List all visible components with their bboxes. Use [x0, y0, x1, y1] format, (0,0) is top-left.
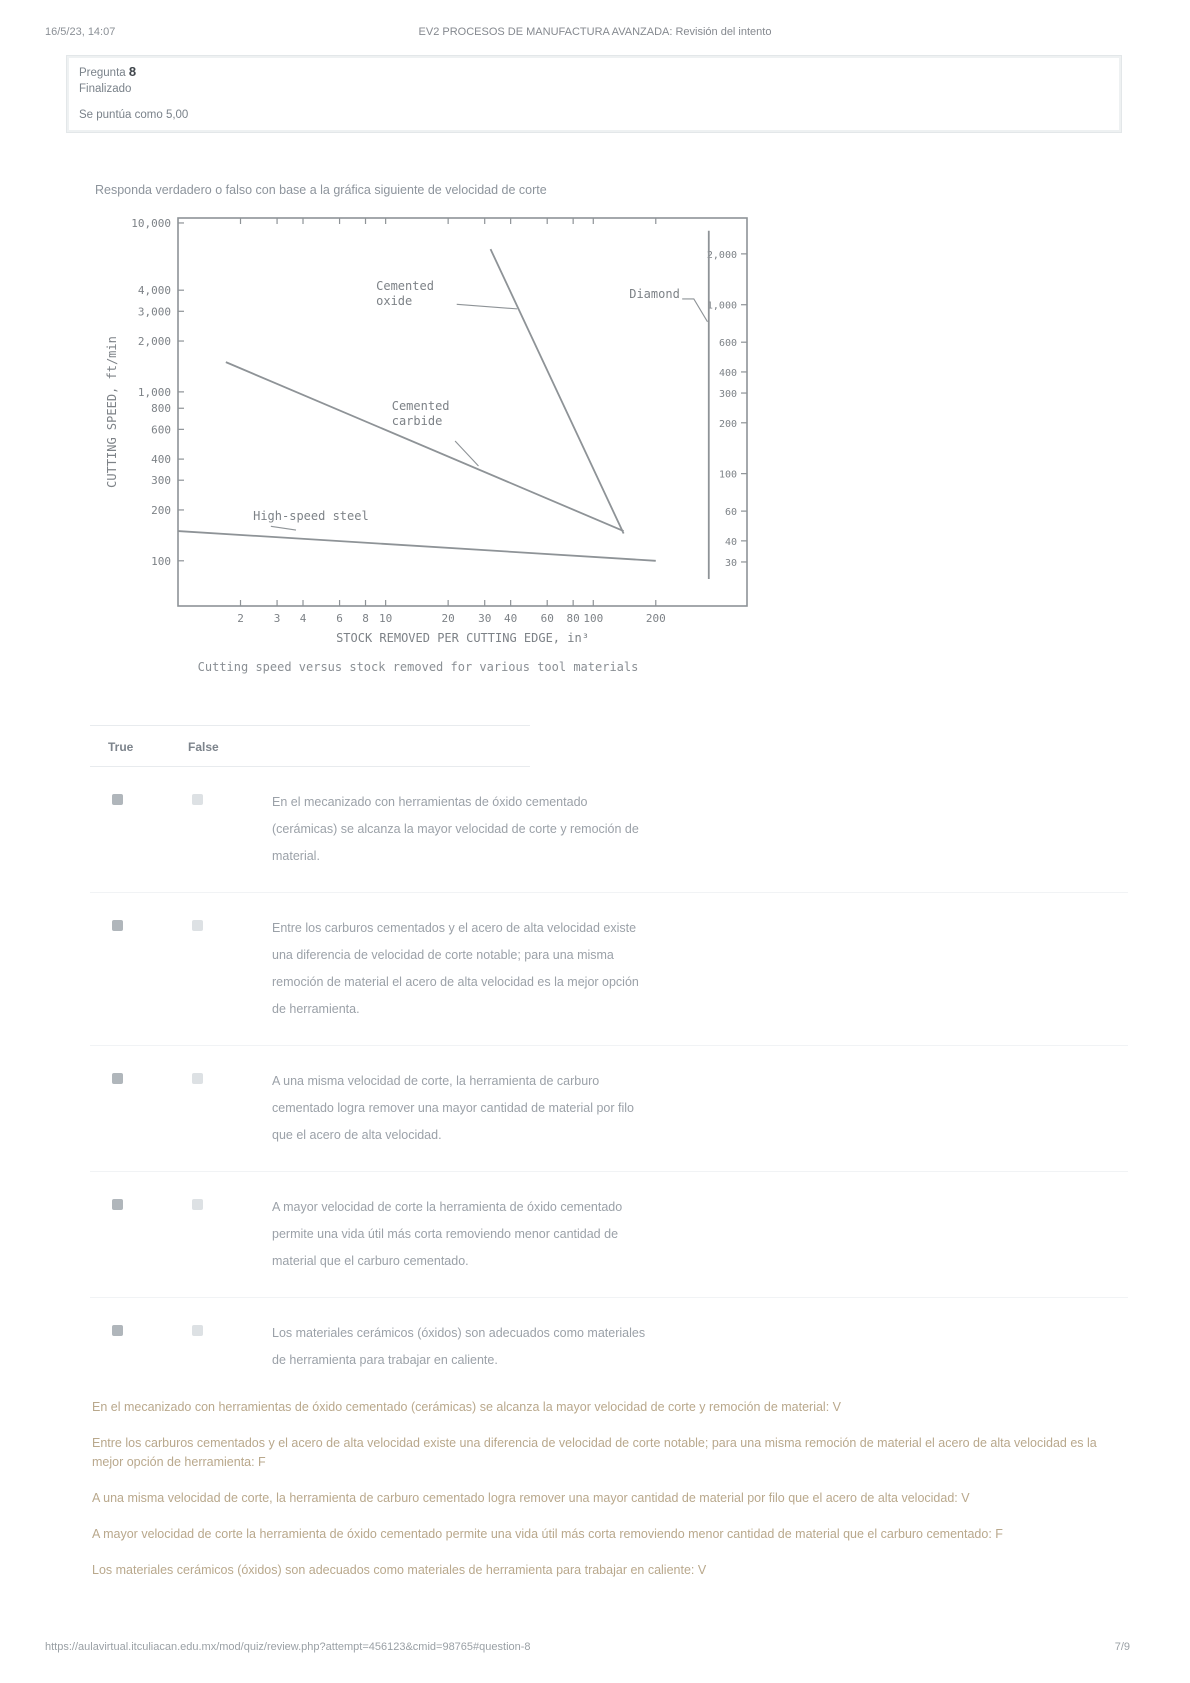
svg-text:oxide: oxide: [376, 294, 413, 309]
svg-text:300: 300: [151, 474, 171, 488]
question-info-box: [66, 55, 1122, 133]
svg-text:4,000: 4,000: [137, 284, 171, 298]
svg-text:2,000: 2,000: [706, 249, 737, 261]
feedback-line: Los materiales cerámicos (óxidos) son adecuados como materiales de herramienta para trabajar en caliente: V: [92, 1563, 707, 1577]
question-status: Finalizado: [79, 83, 132, 95]
statement-text: En el mecanizado con herramientas de óxido cementado (cerámicas) se alcanza la mayor velocidad de corte y remoción de material.: [272, 795, 639, 863]
svg-text:6: 6: [336, 612, 343, 625]
svg-text:100: 100: [718, 469, 737, 481]
radio-false[interactable]: [192, 1073, 203, 1084]
feedback-line: A mayor velocidad de corte la herramienta de óxido cementado permite una vida útil más corta removiendo menor cantidad de material que el carburo cementado: F: [92, 1527, 1003, 1541]
footer-page-indicator: 7/9: [1114, 1641, 1130, 1653]
question-info-inner: [69, 58, 1119, 130]
svg-text:40: 40: [504, 612, 518, 625]
svg-text:60: 60: [540, 612, 554, 625]
table-row: [90, 892, 1128, 1045]
cutting-speed-chart: [100, 198, 790, 653]
answer-rows: [90, 767, 1128, 1396]
svg-text:600: 600: [718, 338, 737, 350]
chart-area: [100, 198, 800, 674]
radio-true[interactable]: [112, 1199, 123, 1210]
radio-true[interactable]: [112, 794, 123, 805]
statement-text: Los materiales cerámicos (óxidos) son adecuados como materiales de herramienta para trabajar en caliente.: [272, 1326, 646, 1367]
svg-text:CUTTING SPEED, ft/min: CUTTING SPEED, ft/min: [105, 336, 119, 488]
statement-text: A mayor velocidad de corte la herramienta de óxido cementado permite una vida útil más corta removiendo menor cantidad de material que el carburo cementado.: [272, 1200, 623, 1268]
feedback-line: En el mecanizado con herramientas de óxido cementado (cerámicas) se alcanza la mayor velocidad de corte y remoción de material: V: [92, 1400, 841, 1414]
radio-true[interactable]: [112, 1325, 123, 1336]
table-row: [90, 1171, 1128, 1297]
answer-table-header: [90, 726, 1128, 766]
radio-true[interactable]: [112, 1073, 123, 1084]
question-number-label: Pregunta: [79, 67, 126, 79]
svg-text:200: 200: [151, 503, 171, 517]
svg-text:100: 100: [151, 554, 171, 568]
svg-text:2,000: 2,000: [137, 335, 171, 349]
header-datetime: 16/5/23, 14:07: [45, 26, 116, 38]
svg-text:10: 10: [379, 612, 393, 625]
svg-text:carbide: carbide: [391, 414, 443, 429]
svg-text:40: 40: [724, 536, 737, 548]
svg-text:10,000: 10,000: [131, 216, 171, 230]
table-row: [90, 767, 1128, 892]
svg-text:1,000: 1,000: [137, 385, 171, 399]
footer-url[interactable]: https://aulavirtual.itculiacan.edu.mx/mod/quiz/review.php?attempt=456123&cmid=98765#question-8: [45, 1641, 531, 1653]
feedback-line: Entre los carburos cementados y el acero de alta velocidad existe una diferencia de velocidad de corte notable; para una misma remoción de material el acero de alta velocidad es la mejor opción de herramienta: F: [92, 1436, 1097, 1469]
feedback-line: A una misma velocidad de corte, la herramienta de carburo cementado logra remover una mayor cantidad de material por filo que el acero de alta velocidad: V: [92, 1491, 970, 1505]
radio-false[interactable]: [192, 920, 203, 931]
svg-text:3: 3: [273, 612, 281, 625]
radio-false[interactable]: [192, 794, 203, 805]
svg-text:800: 800: [151, 402, 171, 416]
radio-true[interactable]: [112, 920, 123, 931]
svg-text:80: 80: [566, 612, 580, 625]
question-number: [79, 64, 1109, 81]
svg-text:Cemented: Cemented: [391, 399, 450, 414]
svg-text:600: 600: [151, 423, 171, 437]
svg-text:High-speed steel: High-speed steel: [253, 509, 369, 524]
statement-text: Entre los carburos cementados y el acero de alta velocidad existe una diferencia de velocidad de corte notable; para una misma remoción de material el acero de alta velocidad es la mejor opción de herramienta.: [272, 921, 639, 1016]
svg-text:30: 30: [724, 557, 737, 569]
column-header-false: False: [188, 740, 219, 754]
question-number-value: 8: [128, 64, 137, 79]
table-row: [90, 1045, 1128, 1171]
svg-text:2: 2: [237, 612, 244, 625]
svg-text:STOCK REMOVED PER CUTTING EDGE: STOCK REMOVED PER CUTTING EDGE, in³: [336, 631, 589, 645]
svg-text:20: 20: [441, 612, 455, 625]
chart-caption: Cutting speed versus stock removed for various tool materials: [197, 660, 639, 674]
svg-text:1,000: 1,000: [706, 300, 737, 312]
svg-text:100: 100: [583, 612, 604, 625]
svg-text:8: 8: [362, 612, 369, 625]
svg-text:200: 200: [645, 612, 666, 625]
answer-table: [90, 725, 1128, 1396]
feedback-block: [92, 1398, 1127, 1597]
table-row: [90, 1297, 1128, 1396]
svg-text:60: 60: [724, 507, 737, 519]
svg-text:30: 30: [478, 612, 492, 625]
svg-text:4: 4: [299, 612, 307, 625]
svg-text:400: 400: [151, 453, 171, 467]
svg-text:Cemented: Cemented: [376, 279, 434, 294]
svg-text:400: 400: [718, 367, 737, 379]
svg-text:200: 200: [718, 418, 737, 430]
svg-text:3,000: 3,000: [137, 305, 171, 319]
svg-text:300: 300: [718, 389, 737, 401]
column-header-true: True: [108, 740, 134, 754]
statement-text: A una misma velocidad de corte, la herramienta de carburo cementado logra remover una mayor cantidad de material por filo que el acero de alta velocidad.: [272, 1074, 634, 1142]
radio-false[interactable]: [192, 1325, 203, 1336]
header-title: EV2 PROCESOS DE MANUFACTURA AVANZADA: Revisión del intento: [418, 26, 772, 38]
radio-false[interactable]: [192, 1199, 203, 1210]
question-grade: Se puntúa como 5,00: [79, 109, 189, 121]
svg-text:Diamond: Diamond: [629, 286, 680, 301]
question-prompt: Responda verdadero o falso con base a la gráfica siguiente de velocidad de corte: [95, 183, 547, 197]
